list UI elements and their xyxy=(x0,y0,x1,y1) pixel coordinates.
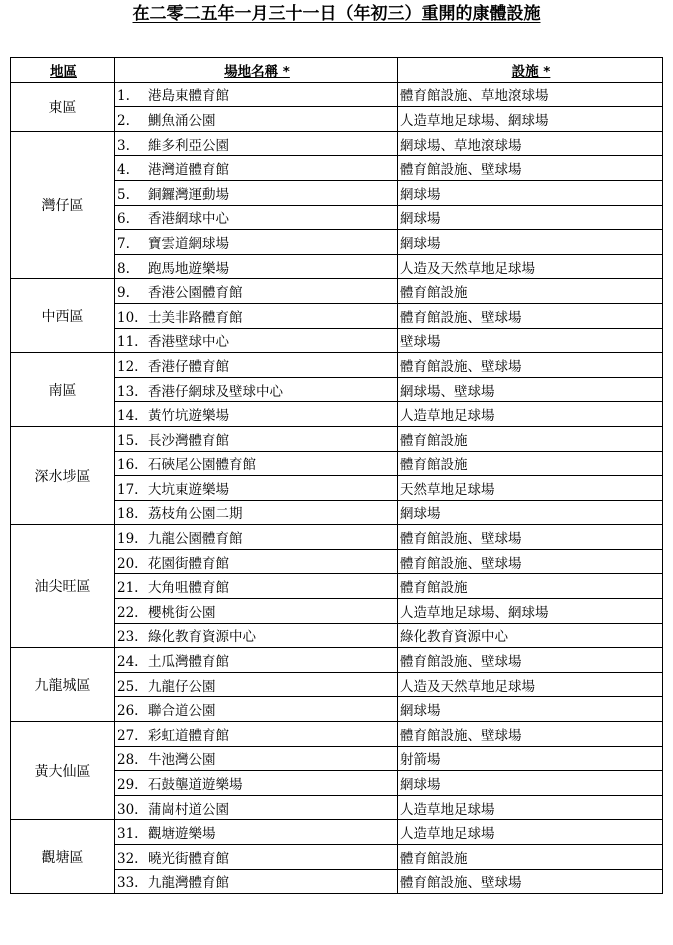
venue-cell xyxy=(115,525,398,550)
row-number: 33. xyxy=(117,875,139,892)
table-row xyxy=(11,648,663,673)
row-number: 20. xyxy=(117,555,139,572)
venue-name: 荔枝角公園二期 xyxy=(148,506,243,523)
table-row xyxy=(11,131,663,156)
venue-name: 港島東體育館 xyxy=(148,88,229,105)
venue-name: 蒲崗村道公園 xyxy=(148,801,229,818)
row-number: 16. xyxy=(117,457,139,474)
venue-cell xyxy=(115,180,398,205)
venue-name: 香港仔體育館 xyxy=(148,358,229,375)
district-cell: 東區 xyxy=(11,82,115,131)
row-number: 13. xyxy=(117,383,139,400)
venue-cell xyxy=(115,869,398,894)
facilities-cell: 人造草地足球場 xyxy=(398,402,663,427)
venue-name: 彩虹道體育館 xyxy=(148,727,229,744)
table-row xyxy=(11,279,663,304)
district-cell: 灣仔區 xyxy=(11,131,115,279)
venue-cell xyxy=(115,722,398,747)
facilities-cell: 體育館設施 xyxy=(398,574,663,599)
venue-name: 土瓜灣體育館 xyxy=(148,654,229,671)
venue-name: 曉光街體育館 xyxy=(148,850,229,867)
venue-cell xyxy=(115,254,398,279)
facilities-cell: 射箭場 xyxy=(398,746,663,771)
facilities-cell: 網球場 xyxy=(398,500,663,525)
facilities-cell: 人造草地足球場 xyxy=(398,795,663,820)
venue-cell xyxy=(115,746,398,771)
facilities-cell: 體育館設施 xyxy=(398,845,663,870)
facilities-cell: 體育館設施、壁球場 xyxy=(398,648,663,673)
venue-cell xyxy=(115,353,398,378)
header-facilities: 設施 * xyxy=(398,58,663,83)
venue-cell xyxy=(115,599,398,624)
venue-name: 櫻桃街公園 xyxy=(148,604,216,621)
venue-cell xyxy=(115,820,398,845)
facilities-cell: 天然草地足球場 xyxy=(398,476,663,501)
table-row xyxy=(11,82,663,107)
venue-cell xyxy=(115,82,398,107)
venue-name: 香港壁球中心 xyxy=(148,334,229,351)
facilities-cell: 網球場 xyxy=(398,697,663,722)
venue-cell xyxy=(115,303,398,328)
venue-name: 牛池灣公園 xyxy=(148,752,216,769)
venue-cell xyxy=(115,549,398,574)
row-number: 22. xyxy=(117,604,139,621)
table-row xyxy=(11,525,663,550)
table-body xyxy=(11,82,663,894)
facilities-cell: 人造草地足球場 xyxy=(398,820,663,845)
district-cell: 中西區 xyxy=(11,279,115,353)
venue-cell xyxy=(115,377,398,402)
row-number: 6. xyxy=(117,211,130,228)
table-header-row xyxy=(11,58,663,83)
venue-cell xyxy=(115,500,398,525)
venue-cell xyxy=(115,476,398,501)
venue-name: 大坑東遊樂場 xyxy=(148,481,229,498)
facilities-table xyxy=(10,57,663,894)
district-cell: 南區 xyxy=(11,353,115,427)
facilities-cell: 體育館設施、壁球場 xyxy=(398,353,663,378)
row-number: 15. xyxy=(117,432,139,449)
venue-cell xyxy=(115,845,398,870)
venue-cell xyxy=(115,795,398,820)
venue-name: 港灣道體育館 xyxy=(148,162,229,179)
row-number: 4. xyxy=(117,162,130,179)
facilities-cell: 網球場 xyxy=(398,230,663,255)
row-number: 11. xyxy=(117,334,139,351)
facilities-cell: 體育館設施、壁球場 xyxy=(398,722,663,747)
row-number: 25. xyxy=(117,678,139,695)
venue-name: 士美非路體育館 xyxy=(148,309,243,326)
venue-cell xyxy=(115,107,398,132)
venue-name: 香港網球中心 xyxy=(148,211,229,228)
venue-cell xyxy=(115,205,398,230)
row-number: 3. xyxy=(117,137,130,154)
venue-cell xyxy=(115,648,398,673)
venue-cell xyxy=(115,672,398,697)
row-number: 12. xyxy=(117,358,139,375)
district-cell: 觀塘區 xyxy=(11,820,115,894)
row-number: 23. xyxy=(117,629,139,646)
facilities-cell: 壁球場 xyxy=(398,328,663,353)
facilities-cell: 綠化教育資源中心 xyxy=(398,623,663,648)
venue-cell xyxy=(115,574,398,599)
venue-name: 綠化教育資源中心 xyxy=(148,629,256,646)
facilities-cell: 體育館設施 xyxy=(398,279,663,304)
row-number: 24. xyxy=(117,654,139,671)
venue-name: 長沙灣體育館 xyxy=(148,432,229,449)
row-number: 8. xyxy=(117,260,130,277)
venue-name: 石鼓壟道遊樂場 xyxy=(148,777,243,794)
venue-cell xyxy=(115,230,398,255)
header-district: 地區 xyxy=(11,58,115,83)
page-title-text: 在二零二五年一月三十一日（年初三）重開的康體設施 xyxy=(132,4,541,24)
facilities-cell: 體育館設施 xyxy=(398,451,663,476)
venue-name: 大角咀體育館 xyxy=(148,580,229,597)
facilities-cell: 人造草地足球場、網球場 xyxy=(398,107,663,132)
row-number: 17. xyxy=(117,481,139,498)
facilities-cell: 體育館設施、壁球場 xyxy=(398,869,663,894)
row-number: 28. xyxy=(117,752,139,769)
venue-cell xyxy=(115,279,398,304)
facilities-cell: 人造及天然草地足球場 xyxy=(398,254,663,279)
venue-name: 銅鑼灣運動場 xyxy=(148,186,229,203)
row-number: 2. xyxy=(117,112,130,129)
facilities-cell: 網球場 xyxy=(398,180,663,205)
venue-name: 跑馬地遊樂場 xyxy=(148,260,229,277)
facilities-cell: 網球場、壁球場 xyxy=(398,377,663,402)
venue-name: 香港公園體育館 xyxy=(148,285,243,302)
venue-name: 九龍仔公園 xyxy=(148,678,216,695)
venue-name: 石硤尾公園體育館 xyxy=(148,457,256,474)
row-number: 29. xyxy=(117,777,139,794)
venue-cell xyxy=(115,623,398,648)
facilities-cell: 網球場 xyxy=(398,771,663,796)
venue-cell xyxy=(115,451,398,476)
row-number: 32. xyxy=(117,850,139,867)
venue-cell xyxy=(115,131,398,156)
facilities-cell: 網球場 xyxy=(398,205,663,230)
venue-cell xyxy=(115,426,398,451)
district-cell: 黃大仙區 xyxy=(11,722,115,820)
table-row xyxy=(11,820,663,845)
facilities-cell: 人造及天然草地足球場 xyxy=(398,672,663,697)
venue-cell xyxy=(115,156,398,181)
venue-name: 鰂魚涌公園 xyxy=(148,112,216,129)
facilities-cell: 體育館設施、壁球場 xyxy=(398,156,663,181)
venue-cell xyxy=(115,328,398,353)
facilities-cell: 體育館設施 xyxy=(398,426,663,451)
venue-name: 黃竹坑遊樂場 xyxy=(148,408,229,425)
table-row xyxy=(11,353,663,378)
row-number: 19. xyxy=(117,531,139,548)
row-number: 7. xyxy=(117,235,130,252)
district-cell: 九龍城區 xyxy=(11,648,115,722)
row-number: 27. xyxy=(117,727,139,744)
venue-name: 觀塘遊樂場 xyxy=(148,826,216,843)
row-number: 5. xyxy=(117,186,130,203)
venue-name: 花園街體育館 xyxy=(148,555,229,572)
facilities-cell: 體育館設施、草地滾球場 xyxy=(398,82,663,107)
facilities-cell: 體育館設施、壁球場 xyxy=(398,525,663,550)
venue-cell xyxy=(115,697,398,722)
row-number: 10. xyxy=(117,309,139,326)
facilities-cell: 人造草地足球場、網球場 xyxy=(398,599,663,624)
row-number: 9. xyxy=(117,285,130,302)
venue-name: 聯合道公園 xyxy=(148,703,216,720)
venue-name: 香港仔網球及壁球中心 xyxy=(148,383,283,400)
table-row xyxy=(11,722,663,747)
table-row xyxy=(11,426,663,451)
facilities-cell: 網球場、草地滾球場 xyxy=(398,131,663,156)
district-cell: 深水埗區 xyxy=(11,426,115,524)
venue-cell xyxy=(115,402,398,427)
page-title xyxy=(0,3,673,25)
row-number: 1. xyxy=(117,88,130,105)
facilities-cell: 體育館設施、壁球場 xyxy=(398,549,663,574)
venue-name: 九龍公園體育館 xyxy=(148,531,243,548)
district-cell: 油尖旺區 xyxy=(11,525,115,648)
row-number: 26. xyxy=(117,703,139,720)
venue-name: 維多利亞公園 xyxy=(148,137,229,154)
venue-name: 九龍灣體育館 xyxy=(148,875,229,892)
row-number: 18. xyxy=(117,506,139,523)
facilities-cell: 體育館設施、壁球場 xyxy=(398,303,663,328)
row-number: 31. xyxy=(117,826,139,843)
venue-cell xyxy=(115,771,398,796)
venue-name: 寶雲道網球場 xyxy=(148,235,229,252)
row-number: 14. xyxy=(117,408,139,425)
row-number: 30. xyxy=(117,801,139,818)
row-number: 21. xyxy=(117,580,139,597)
header-venue: 場地名稱 * xyxy=(115,58,398,83)
